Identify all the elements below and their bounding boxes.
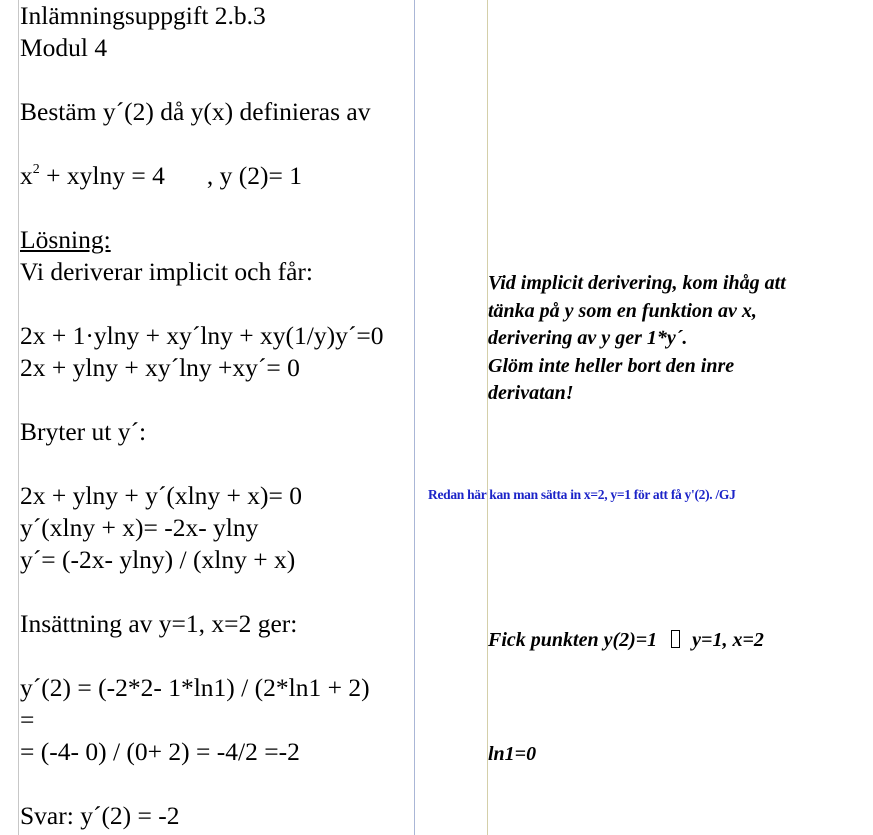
answer-line: Svar: y´(2) = -2 <box>20 801 180 830</box>
task-prompt: Bestäm y´(2) då y(x) definieras av <box>20 97 371 126</box>
blank-line <box>20 64 414 96</box>
point-note <box>488 627 764 655</box>
ln-note: ln1=0 <box>488 743 537 765</box>
left-margin-line <box>18 0 19 835</box>
solution-intro: Vi deriverar implicit och får: <box>20 257 314 286</box>
substitution-heading: Insättning av y=1, x=2 ger: <box>20 609 298 638</box>
implicit-derivation-note <box>488 270 868 408</box>
derivation-step-7: = <box>20 705 35 734</box>
equation-base: x <box>20 161 33 190</box>
solution-heading <box>20 224 414 256</box>
title-line-2: Modul 4 <box>20 33 108 62</box>
note-line: Glöm inte heller bort den inre <box>488 354 735 377</box>
point-note-right: y=1, x=2 <box>692 629 764 651</box>
blank-line <box>20 448 414 480</box>
blank-line <box>20 576 414 608</box>
box-glyph-icon <box>671 630 680 648</box>
blank-line <box>20 192 414 224</box>
blank-line <box>20 640 414 672</box>
note-line: Vid implicit derivering, kom ihåg att <box>488 272 786 294</box>
derivation-step-6: y´(2) = (-2*2- 1*ln1) / (2*ln1 + 2) <box>20 673 370 702</box>
note-line: derivering av y ger 1*y´. <box>488 327 688 349</box>
solution-heading-text: Lösning: <box>20 225 111 254</box>
right-margin-line <box>487 0 488 835</box>
blank-line <box>20 128 414 160</box>
derivation-step-4: y´(xlny + x)= -2x- ylny <box>20 513 259 542</box>
derivation-step-1: 2x + 1·ylny + xy´lny + xy(1/y)y´=0 <box>20 321 384 350</box>
equation-exponent: 2 <box>32 162 40 177</box>
note-line: tänka på y som en funktion av x, <box>488 299 757 322</box>
blank-line <box>20 288 414 320</box>
title-line-1: Inlämningsuppgift 2.b.3 <box>20 1 266 30</box>
point-note-left: Fick punkten y(2)=1 <box>488 629 658 651</box>
middle-margin-line <box>414 0 415 835</box>
initial-condition: , y (2)= 1 <box>206 161 302 190</box>
derivation-step-3: 2x + ylny + y´(xlny + x)= 0 <box>20 481 303 510</box>
equation-rest: + xylny = 4 <box>39 161 165 190</box>
derivation-step-5: y´= (-2x- ylny) / (xlny + x) <box>20 545 296 574</box>
task-equation <box>20 160 414 192</box>
factor-heading: Bryter ut y´: <box>20 417 147 446</box>
blank-line <box>20 384 414 416</box>
main-column <box>20 0 414 832</box>
derivation-step-2: 2x + ylny + xy´lny +xy´= 0 <box>20 353 300 382</box>
derivation-step-8: = (-4- 0) / (0+ 2) = -4/2 =-2 <box>20 737 300 766</box>
note-line: derivatan! <box>488 382 574 404</box>
teacher-comment: Redan här kan man sätta in x=2, y=1 för att få y'(2). /GJ <box>428 487 736 502</box>
blank-line <box>20 768 414 800</box>
